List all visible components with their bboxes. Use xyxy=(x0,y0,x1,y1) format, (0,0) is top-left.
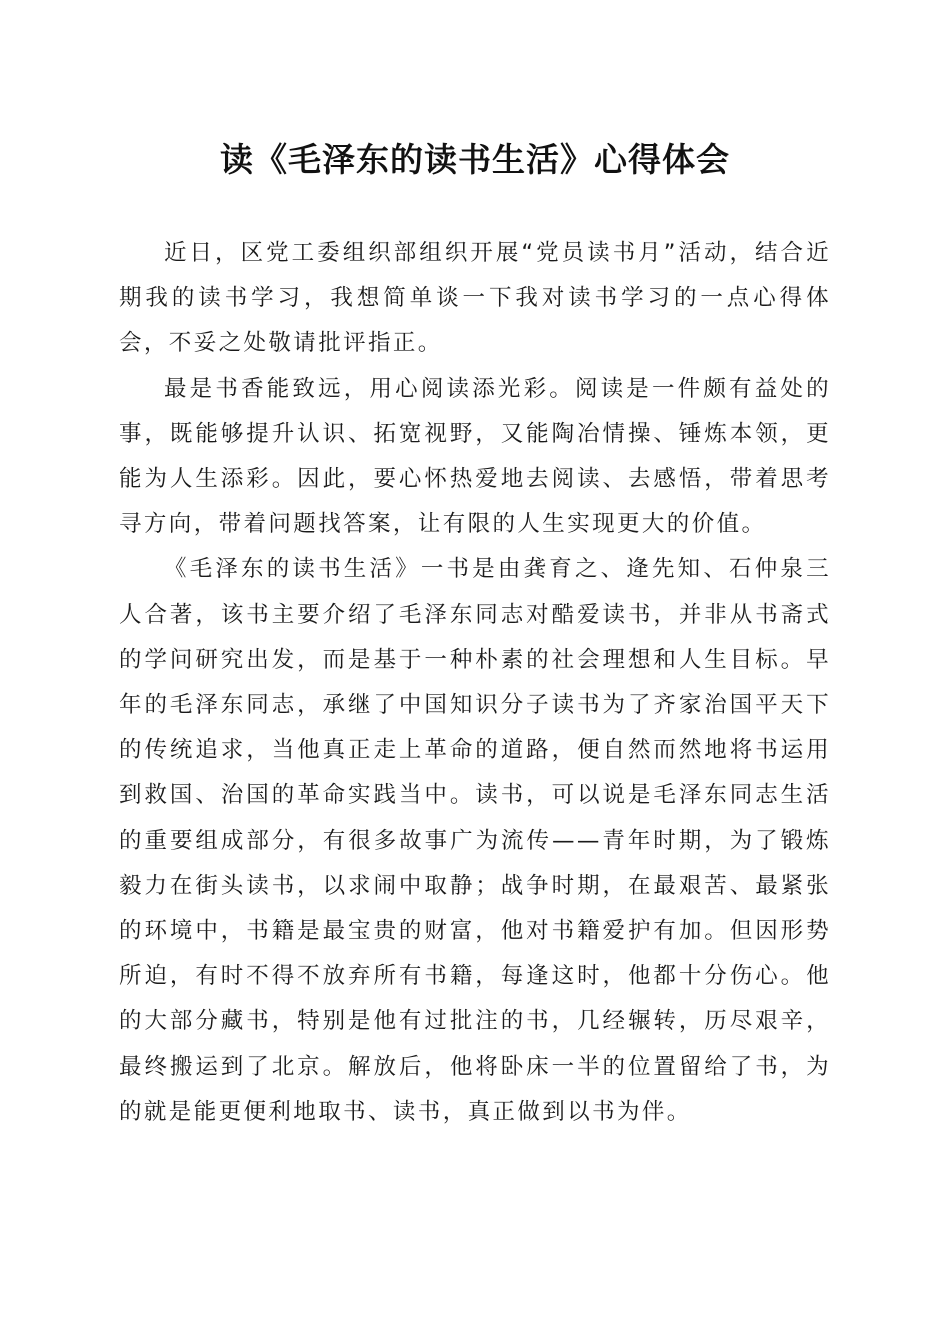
document-title: 读《毛泽东的读书生活》心得体会 xyxy=(220,140,730,179)
document-body xyxy=(119,231,831,1135)
paragraph-book-review: 《毛泽东的读书生活》一书是由龚育之、逄先知、石仲泉三人合著，该书主要介绍了毛泽东同志对酷爱读书，并非从书斋式的学问研究出发，而是基于一种朴素的社会理想和人生目标。早年的毛泽东同志，承继了中国知识分子读书为了齐家治国平天下的传统追求，当他真正走上革命的道路，便自然而然地将书运用到救国、治国的革命实践当中。读书，可以说是毛泽东同志生活的重要组成部分，有很多故事广为流传——青年时期，为了锻炼毅力在街头读书，以求闹中取静；战争时期，在最艰苦、最紧张的环境中，书籍是最宝贵的财富，他对书籍爱护有加。但因形势所迫，有时不得不放弃所有书籍，每逢这时，他都十分伤心。他的大部分藏书，特别是他有过批注的书，几经辗转，历尽艰辛，最终搬运到了北京。解放后，他将卧床一半的位置留给了书，为的就是能更便利地取书、读书，真正做到以书为伴。 xyxy=(119,556,831,1125)
paragraph-intro: 近日，区党工委组织部组织开展“党员读书月”活动，结合近期我的读书学习，我想简单谈一下我对读书学习的一点心得体会，不妥之处敬请批评指正。 xyxy=(119,240,831,357)
paragraph-reading-value: 最是书香能致远，用心阅读添光彩。阅读是一件颇有益处的事，既能够提升认识、拓宽视野，又能陶冶情操、锤炼本领，更能为人生添彩。因此，要心怀热爱地去阅读、去感悟，带着思考寻方向，带着问题找答案，让有限的人生实现更大的价值。 xyxy=(119,375,831,538)
